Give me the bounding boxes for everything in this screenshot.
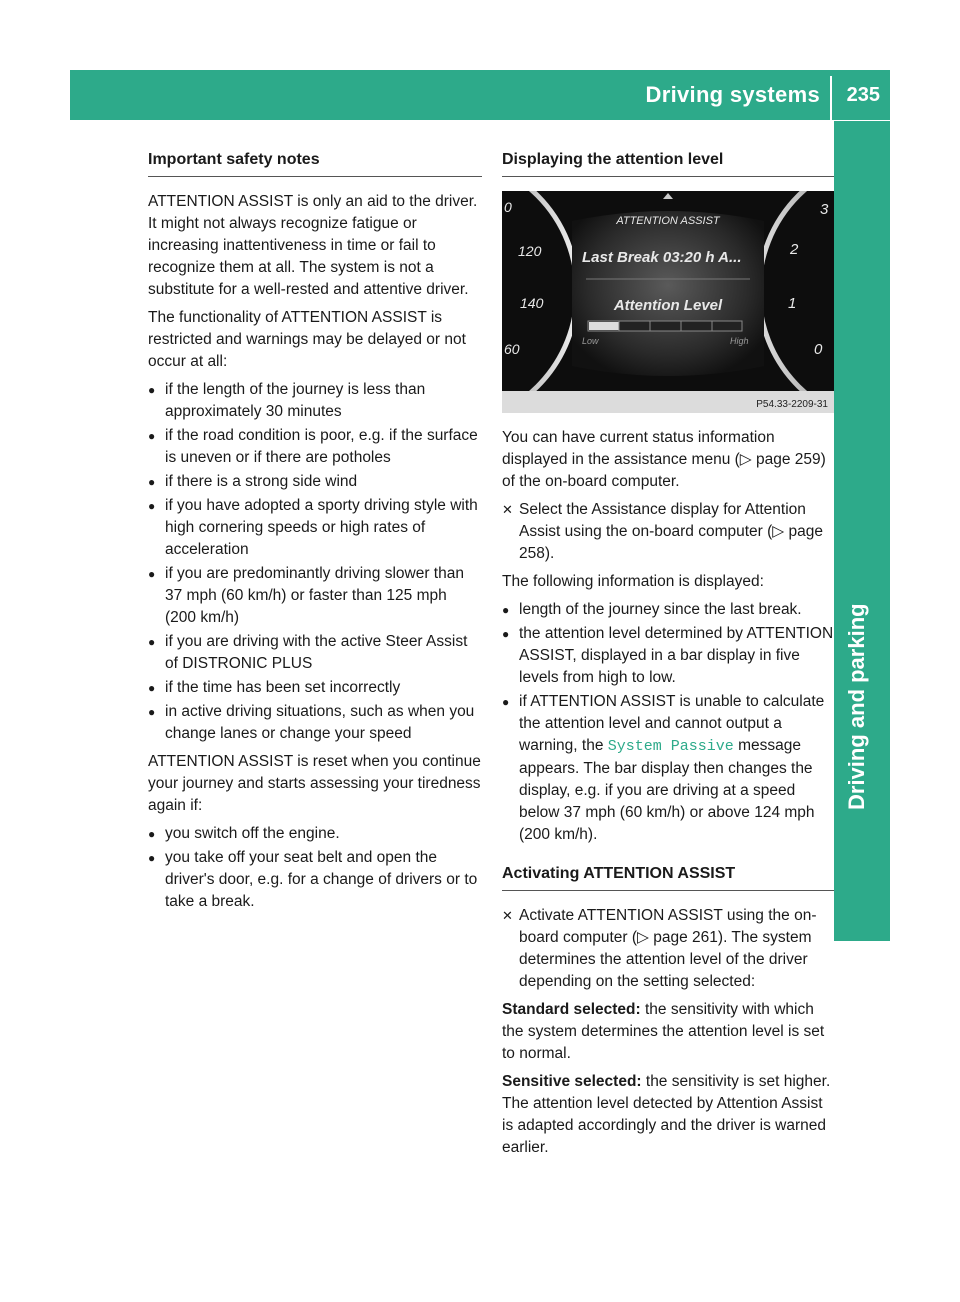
bullet-icon: ●	[148, 567, 156, 581]
gauge-tick: 120	[518, 243, 542, 259]
list-item: ● in active driving situations, such as when you change lanes or change your speed	[148, 703, 475, 742]
list-item: ● if you are predominantly driving slower than 37 mph (60 km/h) or faster than 125 mph (200 km/h)	[148, 565, 464, 626]
gauge-tick: 140	[520, 295, 544, 311]
step-list	[502, 499, 834, 565]
bullet-icon: ●	[148, 635, 156, 649]
gauge-tick: 3	[820, 201, 829, 218]
gauge-tick: 2	[790, 241, 799, 258]
paragraph: ATTENTION ASSIST is reset when you continue your journey and starts assessing your tiredness again if:	[148, 753, 481, 814]
heading-activating: Activating ATTENTION ASSIST	[502, 864, 834, 891]
bullet-icon: ●	[502, 603, 510, 617]
list-item: ● if ATTENTION ASSIST is unable to calculate the attention level and cannot output a warning, the System Passive message appears. The bar display then changes the display, e.g. if you are driving at a speed below 37 mph (60 km/h) or above 124 mph (200 km/h).	[502, 693, 825, 843]
last-break-text: Last Break 03:20 h A...	[582, 249, 742, 266]
list-item: ● the attention level determined by ATTENTION ASSIST, displayed in a bar display in five levels from high to low.	[502, 625, 834, 686]
level-bar	[588, 321, 742, 331]
paragraph: Standard selected: the sensitivity with which the system determines the attention level is set to normal.	[502, 1001, 825, 1062]
bullet-icon: ●	[148, 383, 156, 397]
bullet-icon: ●	[148, 851, 156, 865]
bullet-list	[502, 599, 834, 846]
step-arrow-icon: ✕	[502, 908, 513, 923]
bullet-icon: ●	[148, 475, 156, 489]
bullet-list	[148, 379, 482, 745]
page-number: 235	[846, 84, 880, 106]
side-tab-label: Driving and parking	[844, 603, 869, 810]
paragraph: You can have current status information displayed in the assistance menu (▷ page 259) of the on-board computer.	[502, 429, 826, 490]
bullet-icon: ●	[148, 705, 156, 719]
list-item: ● if the length of the journey is less than approximately 30 minutes	[148, 381, 426, 420]
header-bar	[70, 70, 890, 120]
high-label: High	[730, 336, 749, 346]
bullet-icon: ●	[502, 627, 510, 641]
gauge-tick: 0	[504, 199, 512, 215]
gauge-tick: 1	[788, 295, 797, 312]
header-divider	[830, 76, 832, 120]
figure-caption: P54.33-2209-31	[756, 399, 828, 410]
list-item: ● if the road condition is poor, e.g. if the surface is uneven or if there are potholes	[148, 427, 478, 466]
instrument-cluster-figure	[502, 191, 834, 413]
list-item: ● if there is a strong side wind	[148, 471, 482, 493]
step-item: ✕ Select the Assistance display for Attention Assist using the on-board computer (▷ page 258).	[502, 501, 823, 562]
left-column	[148, 150, 482, 919]
gauge-tick: 0	[814, 341, 823, 358]
list-item: ● you take off your seat belt and open the driver's door, e.g. for a change of drivers or to take a break.	[148, 849, 478, 910]
bullet-icon: ●	[148, 429, 156, 443]
paragraph: The following information is displayed:	[502, 573, 764, 590]
paragraph: ATTENTION ASSIST is only an aid to the driver. It might not always recognize fatigue or increasing inattentiveness in time or fail to recognize them at all. The system is not a substitute for a well-rested and attentive driver.	[148, 193, 478, 298]
attention-level-label: Attention Level	[613, 297, 723, 314]
display-screen	[572, 211, 764, 376]
display-message: System Passive	[607, 738, 734, 755]
bullet-icon: ●	[148, 681, 156, 695]
paragraph: Sensitive selected: the sensitivity is set higher. The attention level detected by Attention Assist is adapted accordingly and the driver is warned earlier.	[502, 1073, 831, 1156]
list-item: ● you switch off the engine.	[148, 823, 482, 845]
step-arrow-icon: ✕	[502, 502, 513, 517]
list-item: ● if the time has been set incorrectly	[148, 677, 482, 699]
heading-attention-level: Displaying the attention level	[502, 150, 834, 177]
step-item: ✕ Activate ATTENTION ASSIST using the on-board computer (▷ page 261). The system determines the attention level of the driver depending on the setting selected:	[502, 907, 817, 990]
right-column	[502, 150, 834, 1165]
list-item: ● length of the journey since the last break.	[502, 599, 834, 621]
gauge-tick: 60	[504, 341, 520, 357]
bullet-icon: ●	[148, 499, 156, 513]
heading-safety-notes: Important safety notes	[148, 150, 482, 177]
bullet-list	[148, 823, 482, 913]
list-item: ● if you have adopted a sporty driving style with high cornering speeds or high rates of acceleration	[148, 497, 478, 558]
paragraph: The functionality of ATTENTION ASSIST is restricted and warnings may be delayed or not occur at all:	[148, 309, 466, 370]
list-item: ● if you are driving with the active Steer Assist of DISTRONIC PLUS	[148, 633, 468, 672]
bullet-icon: ●	[502, 695, 510, 709]
figure-title: ATTENTION ASSIST	[616, 215, 720, 227]
step-list	[502, 905, 834, 993]
low-label: Low	[582, 336, 599, 346]
section-title: Driving systems	[645, 82, 820, 107]
bullet-icon: ●	[148, 827, 156, 841]
